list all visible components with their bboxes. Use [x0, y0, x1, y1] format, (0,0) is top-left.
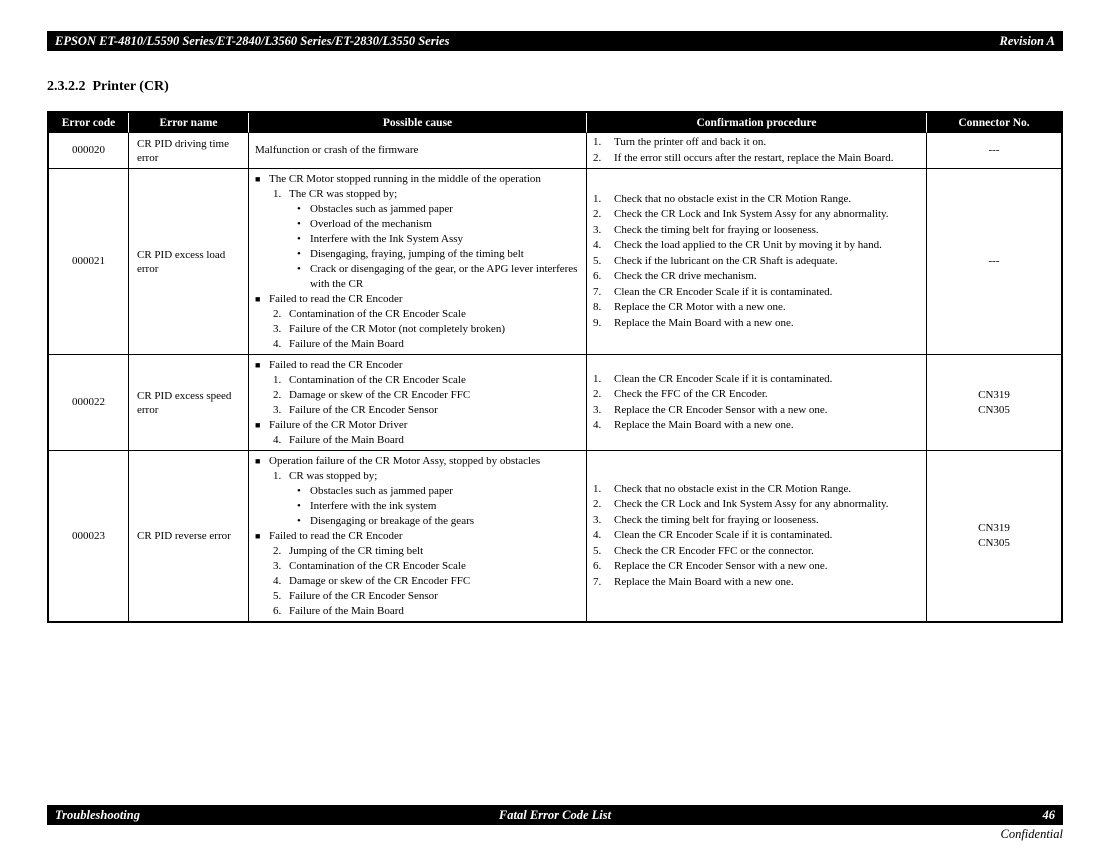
- possible-cause-item: [253, 559, 582, 574]
- possible-cause-text: Failure of the CR Encoder Sensor: [289, 404, 438, 416]
- step-number: 7.: [593, 575, 602, 588]
- possible-cause-item: [253, 373, 582, 388]
- step-number: 8.: [593, 301, 602, 314]
- confirmation-step-text: Clean the CR Encoder Scale if it is contaminated.: [614, 529, 833, 542]
- page-footer-bar: [47, 805, 1063, 825]
- list-marker: ■: [255, 174, 261, 184]
- col-header-possible-cause: Possible cause: [249, 113, 587, 133]
- possible-cause-item: [253, 403, 582, 418]
- confirmation-step: [593, 575, 920, 591]
- step-number: 3.: [593, 513, 602, 526]
- confirmation-step-text: Check the timing belt for fraying or looseness.: [614, 223, 819, 236]
- step-number: 5.: [593, 254, 602, 267]
- possible-cause-text: Contamination of the CR Encoder Scale: [289, 560, 466, 572]
- confirmation-step: [593, 528, 920, 544]
- connector-no: CN319: [978, 522, 1010, 534]
- possible-cause-text: Interfere with the ink system: [310, 500, 437, 512]
- confirmation-step-text: Check the load applied to the CR Unit by moving it by hand.: [614, 239, 882, 252]
- possible-cause-item: [253, 454, 582, 469]
- step-number: 2.: [593, 388, 602, 400]
- possible-cause-item: [253, 484, 582, 499]
- step-number: 6.: [593, 270, 602, 283]
- possible-cause-text: Failure of the Main Board: [289, 605, 404, 617]
- possible-cause-text: Disengaging or breakage of the gears: [310, 515, 475, 527]
- step-number: 6.: [593, 560, 602, 573]
- step-number: 5.: [593, 544, 602, 557]
- list-marker: 3.: [273, 560, 282, 572]
- error-code-cell: [49, 133, 129, 169]
- list-marker: •: [297, 485, 301, 497]
- possible-cause-text: The CR was stopped by;: [289, 188, 398, 200]
- possible-cause-item: [253, 499, 582, 514]
- confirmation-step: [593, 135, 920, 151]
- error-name-cell: [129, 169, 249, 355]
- possible-cause-text: The CR Motor stopped running in the middle of the operation: [269, 173, 541, 185]
- possible-cause-text: Obstacles such as jammed paper: [310, 485, 453, 497]
- confirmation-step: [593, 238, 920, 254]
- list-marker: ■: [255, 420, 261, 430]
- error-name: CR PID excess load error: [137, 248, 226, 275]
- confirmation-step: [593, 403, 920, 419]
- connector-no: ---: [988, 255, 1000, 267]
- confirmation-step: [593, 207, 920, 223]
- confirmation-step-text: Check the timing belt for fraying or looseness.: [614, 513, 819, 526]
- step-number: 3.: [593, 223, 602, 236]
- possible-cause-item: [253, 544, 582, 559]
- possible-cause-text: Overload of the mechanism: [310, 218, 432, 230]
- possible-cause-text: CR was stopped by;: [289, 470, 378, 482]
- connector-no-cell: [927, 451, 1061, 621]
- confirmation-step: [593, 300, 920, 316]
- footer-chapter: Troubleshooting: [55, 807, 140, 822]
- list-marker: 1.: [273, 470, 282, 482]
- error-code-cell: [49, 451, 129, 621]
- list-marker: 4.: [273, 434, 282, 446]
- possible-cause-cell: [249, 355, 587, 451]
- possible-cause-text: Jumping of the CR timing belt: [289, 545, 424, 557]
- error-name: CR PID excess speed error: [137, 389, 232, 416]
- confirmation-step-text: Replace the CR Encoder Sensor with a new one.: [614, 403, 828, 416]
- confirmation-step: [593, 544, 920, 560]
- list-marker: ■: [255, 531, 261, 541]
- error-name-cell: [129, 133, 249, 169]
- list-marker: 6.: [273, 605, 282, 617]
- possible-cause-text: Contamination of the CR Encoder Scale: [289, 374, 466, 386]
- possible-cause-text: Interfere with the Ink System Assy: [310, 233, 464, 245]
- connector-no: CN305: [978, 403, 1010, 416]
- possible-cause-item: [253, 247, 582, 262]
- confirmation-step-text: Replace the CR Motor with a new one.: [614, 301, 786, 314]
- page-header-bar: [47, 31, 1063, 51]
- list-marker: ■: [255, 294, 261, 304]
- possible-cause-text: Crack or disengaging of the gear, or the APG lever interferes with the CR: [310, 263, 578, 290]
- step-number: 9.: [593, 316, 602, 329]
- possible-cause-text: Failure of the CR Motor Driver: [269, 419, 408, 431]
- connector-no-cell: [927, 355, 1061, 451]
- possible-cause-item: [253, 418, 582, 433]
- list-marker: •: [297, 203, 301, 215]
- list-marker: •: [297, 248, 301, 260]
- table-row: [49, 169, 1061, 355]
- step-number: 1.: [593, 482, 602, 495]
- error-code-table: [47, 111, 1063, 623]
- list-marker: •: [297, 515, 301, 527]
- list-marker: 3.: [273, 323, 282, 335]
- footer-page-number: 46: [1042, 807, 1055, 822]
- possible-cause-item: [253, 202, 582, 217]
- confirmation-step-text: Check if the lubricant on the CR Shaft is adequate.: [614, 254, 838, 267]
- confirmation-procedure-cell: [587, 355, 927, 451]
- step-number: 2.: [593, 208, 602, 221]
- list-marker: •: [297, 233, 301, 245]
- possible-cause-item: [253, 574, 582, 589]
- connector-no: CN305: [978, 537, 1010, 549]
- possible-cause-text: Failed to read the CR Encoder: [269, 359, 403, 371]
- confirmation-step-text: Check that no obstacle exist in the CR Motion Range.: [614, 482, 852, 495]
- possible-cause-text: Disengaging, fraying, jumping of the timing belt: [310, 248, 524, 260]
- confirmation-step-text: Clean the CR Encoder Scale if it is contaminated.: [614, 372, 833, 385]
- possible-cause-item: [253, 469, 582, 484]
- possible-cause-text: Failed to read the CR Encoder: [269, 293, 403, 305]
- confirmation-step: [593, 151, 920, 167]
- table-header: [49, 113, 1061, 133]
- possible-cause-item: [253, 322, 582, 337]
- header-title: EPSON ET-4810/L5590 Series/ET-2840/L3560 Series/ET-2830/L3550 Series: [55, 33, 450, 48]
- step-number: 3.: [593, 403, 602, 416]
- list-marker: 2.: [273, 308, 282, 320]
- possible-cause-item: [253, 337, 582, 352]
- confirmation-step: [593, 269, 920, 285]
- possible-cause-item: [253, 433, 582, 448]
- list-marker: 5.: [273, 590, 282, 602]
- possible-cause-item: [253, 358, 582, 373]
- confirmation-step-text: Replace the Main Board with a new one.: [614, 419, 794, 431]
- connector-no: CN319: [978, 388, 1010, 401]
- table-body: [49, 133, 1061, 621]
- confirmation-step-text: Check that no obstacle exist in the CR Motion Range.: [614, 192, 852, 205]
- col-header-connector-no: Connector No.: [927, 113, 1061, 133]
- confirmation-step: [593, 482, 920, 498]
- possible-cause-item: [253, 604, 582, 619]
- step-number: 2.: [593, 151, 602, 164]
- header-revision: Revision A: [999, 33, 1055, 48]
- list-marker: 1.: [273, 188, 282, 200]
- section-title: 2.3.2.2 Printer (CR): [47, 79, 169, 94]
- list-marker: 2.: [273, 389, 282, 401]
- possible-cause-item: [253, 232, 582, 247]
- confirmation-step: [593, 372, 920, 388]
- confirmation-procedure-cell: [587, 169, 927, 355]
- error-name-cell: [129, 355, 249, 451]
- col-header-error-code: Error code: [49, 113, 129, 133]
- list-marker: 4.: [273, 338, 282, 350]
- error-code: 000021: [72, 255, 105, 267]
- col-header-confirmation-procedure: Confirmation procedure: [587, 113, 927, 133]
- error-name-cell: [129, 451, 249, 621]
- confirmation-step-text: Check the CR drive mechanism.: [614, 270, 757, 283]
- possible-cause-item: [253, 388, 582, 403]
- table-row: [49, 451, 1061, 621]
- confirmation-step: [593, 497, 920, 513]
- possible-cause-text: Damage or skew of the CR Encoder FFC: [289, 575, 471, 587]
- error-code-cell: [49, 169, 129, 355]
- confirmation-step: [593, 192, 920, 208]
- list-marker: •: [297, 500, 301, 512]
- possible-cause-text: Failure of the Main Board: [289, 338, 404, 350]
- error-name: CR PID driving time error: [137, 137, 229, 164]
- confirmation-step-text: Clean the CR Encoder Scale if it is contaminated.: [614, 285, 833, 298]
- list-marker: 3.: [273, 404, 282, 416]
- confirmation-step: [593, 223, 920, 239]
- confirmation-step-text: Turn the printer off and back it on.: [614, 136, 767, 148]
- error-code: 000022: [72, 396, 105, 408]
- confirmation-step-text: Replace the Main Board with a new one.: [614, 575, 794, 588]
- possible-cause-text: Malfunction or crash of the firmware: [255, 144, 419, 156]
- confirmation-step: [593, 316, 920, 332]
- confirmation-procedure-cell: [587, 451, 927, 621]
- error-code: 000023: [72, 529, 105, 542]
- confirmation-step-text: If the error still occurs after the restart, replace the Main Board.: [614, 151, 894, 164]
- list-marker: 2.: [273, 545, 282, 557]
- list-marker: ■: [255, 456, 261, 466]
- confidential-label: Confidential: [1000, 827, 1063, 841]
- confirmation-step: [593, 513, 920, 529]
- possible-cause-item: [253, 514, 582, 529]
- col-header-error-name: Error name: [129, 113, 249, 133]
- confirmation-procedure-cell: [587, 133, 927, 169]
- possible-cause-cell: [249, 451, 587, 621]
- confirmation-step-text: Check the CR Lock and Ink System Assy for any abnormality.: [614, 208, 889, 221]
- possible-cause-item: [253, 172, 582, 187]
- confirmation-step-text: Check the CR Lock and Ink System Assy for any abnormality.: [614, 498, 889, 511]
- possible-cause-text: Failure of the CR Motor (not completely broken): [289, 323, 505, 335]
- possible-cause-cell: [249, 133, 587, 169]
- confirmation-step: [593, 285, 920, 301]
- connector-no-cell: [927, 133, 1061, 169]
- confirmation-step-text: Replace the CR Encoder Sensor with a new one.: [614, 560, 828, 573]
- error-code-cell: [49, 355, 129, 451]
- confirmation-step-text: Check the CR Encoder FFC or the connector.: [614, 544, 814, 557]
- confirmation-step-text: Check the FFC of the CR Encoder.: [614, 388, 768, 400]
- possible-cause-item: [253, 292, 582, 307]
- step-number: 4.: [593, 239, 602, 252]
- connector-no: ---: [988, 144, 1000, 156]
- step-number: 1.: [593, 372, 602, 385]
- error-name: CR PID reverse error: [137, 530, 231, 542]
- possible-cause-text: Contamination of the CR Encoder Scale: [289, 308, 466, 320]
- table-row: [49, 133, 1061, 169]
- step-number: 1.: [593, 192, 602, 205]
- confirmation-step: [593, 254, 920, 270]
- step-number: 4.: [593, 419, 602, 431]
- possible-cause-text: Operation failure of the CR Motor Assy, stopped by obstacles: [269, 455, 541, 467]
- possible-cause-text: Failed to read the CR Encoder: [269, 530, 403, 542]
- possible-cause-item: [253, 262, 582, 292]
- connector-no-cell: [927, 169, 1061, 355]
- step-number: 7.: [593, 285, 602, 298]
- possible-cause-text: Failure of the CR Encoder Sensor: [289, 590, 438, 602]
- possible-cause-cell: [249, 169, 587, 355]
- possible-cause-item: [253, 187, 582, 202]
- list-marker: •: [297, 263, 301, 275]
- possible-cause-item: [253, 143, 582, 158]
- list-marker: ■: [255, 360, 261, 370]
- error-code: 000020: [72, 144, 105, 156]
- possible-cause-item: [253, 589, 582, 604]
- step-number: 2.: [593, 498, 602, 511]
- possible-cause-text: Failure of the Main Board: [289, 434, 404, 446]
- confirmation-step: [593, 418, 920, 434]
- list-marker: 4.: [273, 575, 282, 587]
- confirmation-step: [593, 387, 920, 403]
- confirmation-step-text: Replace the Main Board with a new one.: [614, 316, 794, 329]
- possible-cause-item: [253, 307, 582, 322]
- list-marker: 1.: [273, 374, 282, 386]
- step-number: 1.: [593, 136, 602, 148]
- confirmation-step: [593, 559, 920, 575]
- footer-section: Fatal Error Code List: [498, 807, 612, 822]
- table-header-row: [49, 113, 1061, 133]
- list-marker: •: [297, 218, 301, 230]
- table-row: [49, 355, 1061, 451]
- possible-cause-text: Damage or skew of the CR Encoder FFC: [289, 389, 471, 401]
- possible-cause-item: [253, 529, 582, 544]
- possible-cause-item: [253, 217, 582, 232]
- step-number: 4.: [593, 529, 602, 542]
- possible-cause-text: Obstacles such as jammed paper: [310, 203, 453, 215]
